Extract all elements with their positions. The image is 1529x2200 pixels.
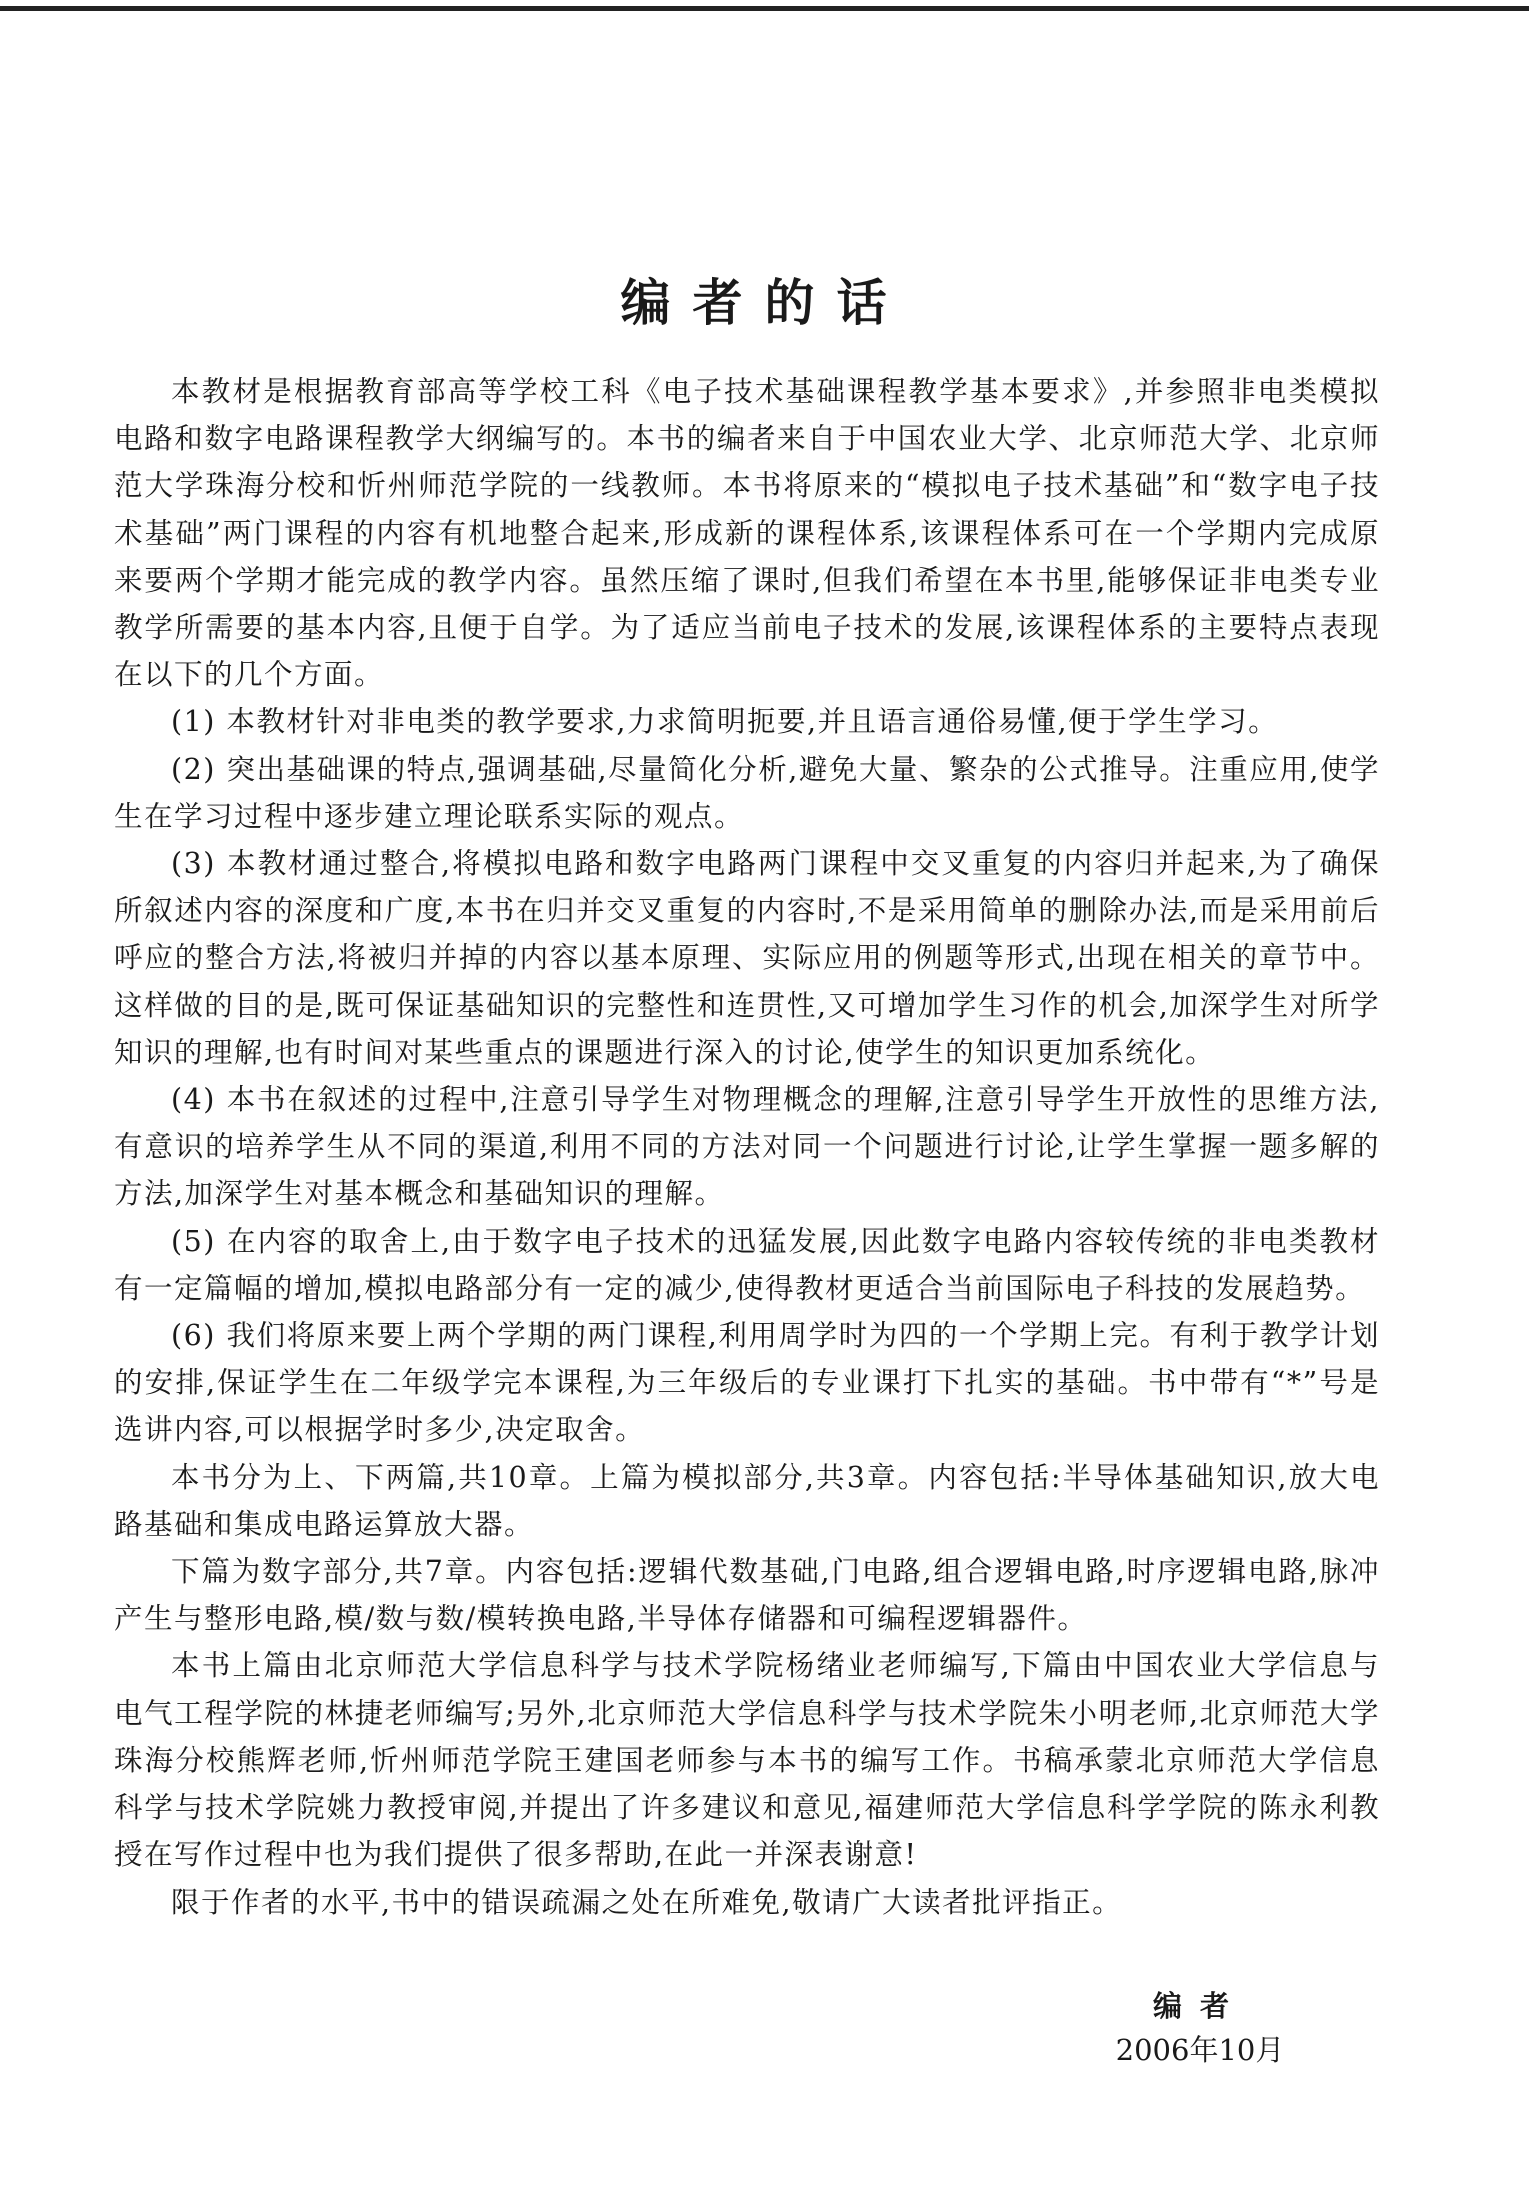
paragraph-feature-1: (1) 本教材针对非电类的教学要求,力求简明扼要,并且语言通俗易懂,便于学生学习。 <box>171 705 1279 739</box>
signoff-block <box>1100 1984 1300 2072</box>
paragraph-feature-6: (6) 我们将原来要上两个学期的两门课程,利用周学时为四的一个学期上完。有利于教学计划的安排,保证学生在二年级学完本课程,为三年级后的专业课打下扎实的基础。书中带有“*”号是选讲内容,可以根据学时多少,决定取舍。 <box>114 1319 1380 1447</box>
paragraph-feature-4: (4) 本书在叙述的过程中,注意引导学生对物理概念的理解,注意引导学生开放性的思维方法,有意识的培养学生从不同的渠道,利用不同的方法对同一个问题进行讨论,让学生掌握一题多解的方法,加深学生对基本概念和基础知识的理解。 <box>114 1083 1380 1211</box>
paragraph-closing: 限于作者的水平,书中的错误疏漏之处在所难免,敬请广大读者批评指正。 <box>171 1885 1123 1919</box>
page-title: 编者的话 <box>620 274 909 332</box>
paragraph-structure-part-2: 下篇为数字部分,共7章。内容包括:逻辑代数基础,门电路,组合逻辑电路,时序逻辑电路,脉冲产生与整形电路,模/数与数/模转换电路,半导体存储器和可编程逻辑器件。 <box>114 1555 1380 1636</box>
signoff-author: 编者 <box>1152 1989 1247 2023</box>
paragraph-intro: 本教材是根据教育部高等学校工科《电子技术基础课程教学基本要求》,并参照非电类模拟电路和数字电路课程教学大纲编写的。本书的编者来自于中国农业大学、北京师范大学、北京师范大学珠海分校和忻州师范学院的一线教师。本书将原来的“模拟电子技术基础”和“数字电子技术基础”两门课程的内容有机地整合起来,形成新的课程体系,该课程体系可在一个学期内完成原来要两个学期才能完成的教学内容。虽然压缩了课时,但我们希望在本书里,能够保证非电类专业教学所需要的基本内容,且便于自学。为了适应当前电子技术的发展,该课程体系的主要特点表现在以下的几个方面。 <box>114 375 1380 692</box>
paragraph-feature-2: (2) 突出基础课的特点,强调基础,尽量简化分析,避免大量、繁杂的公式推导。注重应用,使学生在学习过程中逐步建立理论联系实际的观点。 <box>114 752 1380 833</box>
paragraph-structure-part-1: 本书分为上、下两篇,共10章。上篇为模拟部分,共3章。内容包括:半导体基础知识,放大电路基础和集成电路运算放大器。 <box>114 1460 1380 1541</box>
top-border-rule <box>0 6 1529 11</box>
paragraph-feature-5: (5) 在内容的取舍上,由于数字电子技术的迅猛发展,因此数字电路内容较传统的非电类教材有一定篇幅的增加,模拟电路部分有一定的减少,使得教材更适合当前国际电子科技的发展趋势。 <box>114 1224 1380 1305</box>
paragraph-acknowledgements: 本书上篇由北京师范大学信息科学与技术学院杨绪业老师编写,下篇由中国农业大学信息与电气工程学院的林捷老师编写;另外,北京师范大学信息科学与技术学院朱小明老师,北京师范大学珠海分校熊辉老师,忻州师范学院王建国老师参与本书的编写工作。书稿承蒙北京师范大学信息科学与技术学院姚力教授审阅,并提出了许多建议和意见,福建师范大学信息科学学院的陈永利教授在写作过程中也为我们提供了很多帮助,在此一并深表谢意! <box>114 1649 1380 1872</box>
paragraph-feature-3: (3) 本教材通过整合,将模拟电路和数字电路两门课程中交叉重复的内容归并起来,为了确保所叙述内容的深度和广度,本书在归并交叉重复的内容时,不是采用简单的删除办法,而是采用前后呼应的整合方法,将被归并掉的内容以基本原理、实际应用的例题等形式,出现在相关的章节中。这样做的目的是,既可保证基础知识的完整性和连贯性,又可增加学生习作的机会,加深学生对所学知识的理解,也有时间对某些重点的课题进行深入的讨论,使学生的知识更加系统化。 <box>114 847 1380 1069</box>
preface-body <box>114 368 1380 1926</box>
signoff-date: 2006年10月 <box>1115 2033 1285 2067</box>
